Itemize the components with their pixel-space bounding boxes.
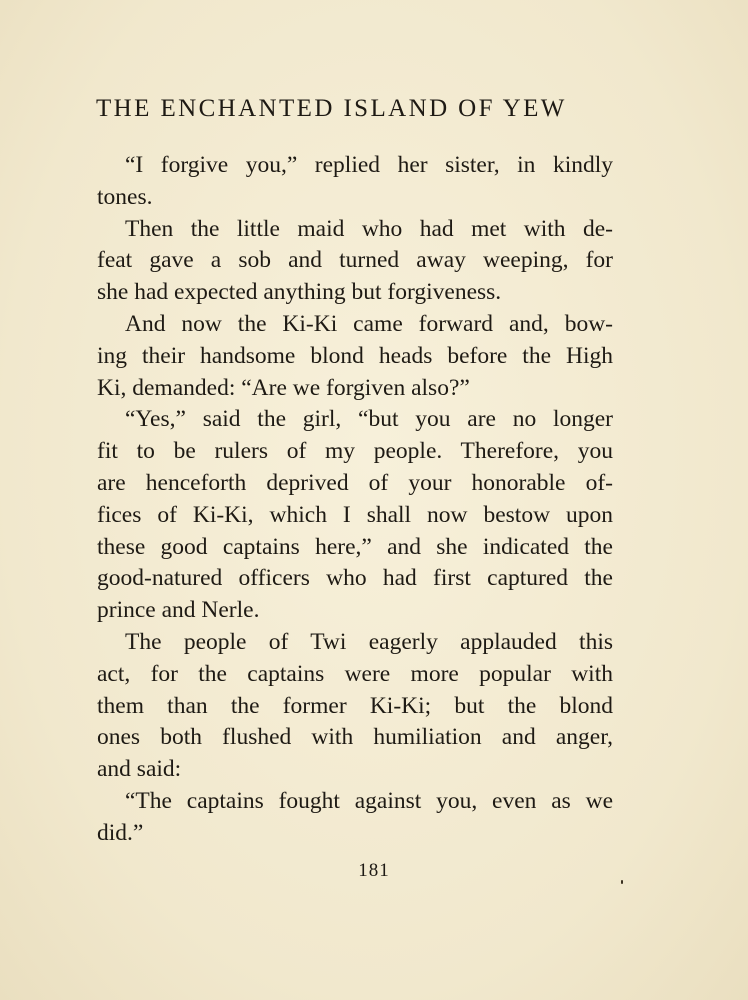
text-line: “Yes,” said the girl, “but you are no longer [125,406,613,433]
text-line: Ki, demanded: “Are we forgiven also?” [97,374,470,401]
text-line: and said: [97,756,182,783]
text-line: them than the former Ki-Ki; but the blond [97,692,613,719]
text-line: act, for the captains were more popular with [97,660,613,687]
text-line: The people of Twi eagerly applauded this [125,628,613,655]
text-line: “I forgive you,” replied her sister, in kindly [125,152,613,178]
running-head: THE ENCHANTED ISLAND OF YEW [96,95,567,122]
text-line: ones both flushed with humiliation and anger, [97,724,613,751]
text-line: Then the little maid who had met with de- [125,215,613,242]
text-line: good-natured officers who had first captured the [97,565,613,592]
body-text [97,150,613,850]
text-line: prince and Nerle. [97,597,260,624]
text-line: are henceforth deprived of your honorable of- [97,469,613,496]
ink-speck [621,880,623,884]
text-line: these good captains here,” and she indicated the [97,533,613,560]
text-line: fit to be rulers of my people. Therefore, you [97,438,613,465]
text-line: “The captains fought against you, even as we [125,787,613,814]
text-line: she had expected anything but forgiveness. [97,279,502,306]
text-line: tones. [97,183,153,210]
text-line: ing their handsome blond heads before the High [97,342,613,369]
text-line: did.” [97,819,144,846]
text-line: feat gave a sob and turned away weeping, for [97,247,613,274]
text-line: And now the Ki-Ki came forward and, bow- [125,310,613,337]
text-line: fices of Ki-Ki, which I shall now bestow upon [97,501,613,528]
page-number: 181 [358,860,390,881]
